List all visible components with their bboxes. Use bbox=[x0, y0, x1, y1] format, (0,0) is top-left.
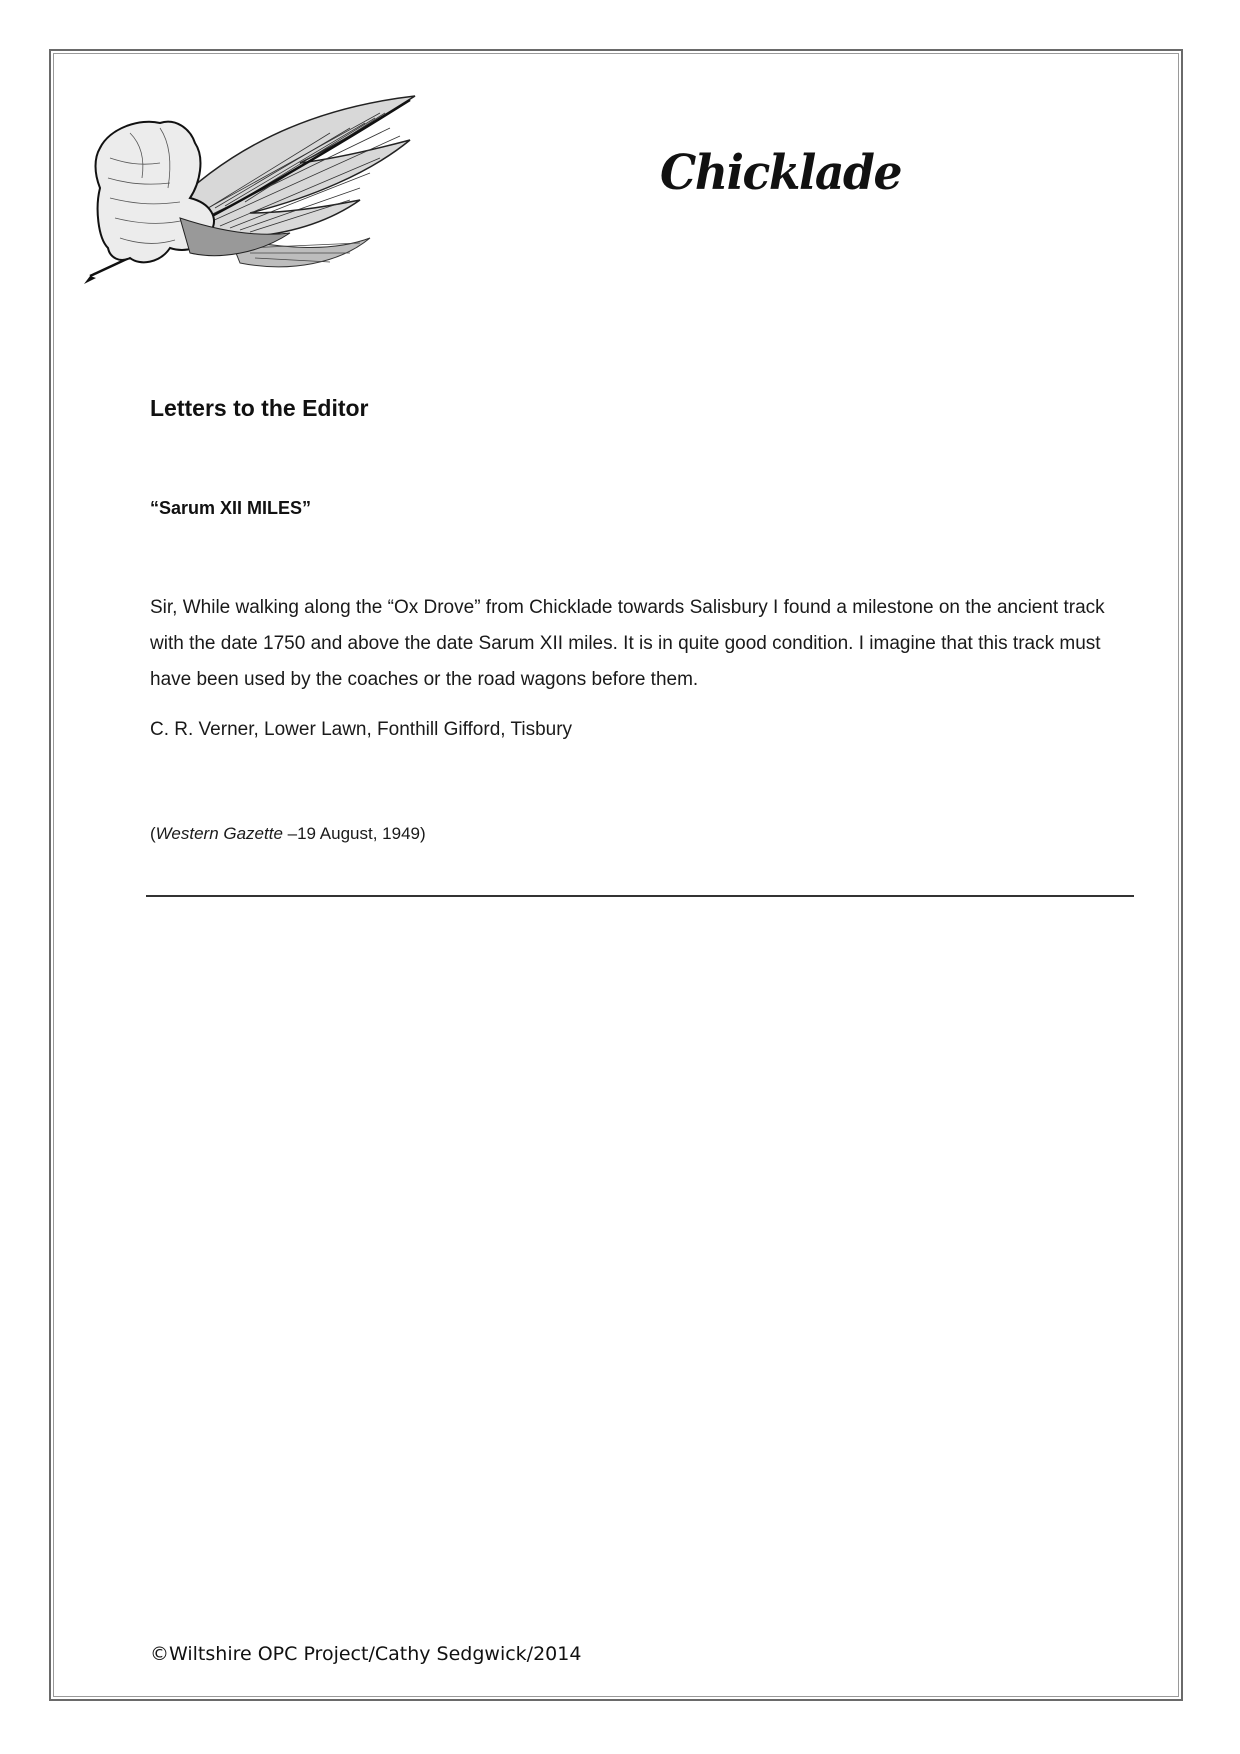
letter-signature: C. R. Verner, Lower Lawn, Fonthill Gifford, Tisbury bbox=[150, 719, 573, 740]
source-publication: Western Gazette bbox=[155, 824, 283, 843]
letter-body: Sir, While walking along the “Ox Drove” from Chicklade towards Salisbury I found a milestone on the ancient track with the date 1750 and above the date Sarum XII miles. It is in quite good condition. I imagine that this track must have been used by the coaches or the road wagons before them. bbox=[150, 597, 1105, 690]
divider bbox=[146, 895, 1134, 897]
quill-hand-icon bbox=[80, 88, 420, 288]
source-date: –19 August, 1949) bbox=[282, 824, 426, 843]
source-citation bbox=[150, 824, 426, 844]
page-border bbox=[49, 49, 1183, 1701]
letter-title: “Sarum XII MILES” bbox=[150, 498, 312, 518]
page-title: Chicklade bbox=[660, 145, 902, 201]
footer-copyright: ©Wiltshire OPC Project/Cathy Sedgwick/2014 bbox=[150, 1643, 582, 1665]
source-open: ( bbox=[150, 824, 156, 843]
section-heading: Letters to the Editor bbox=[150, 395, 369, 421]
